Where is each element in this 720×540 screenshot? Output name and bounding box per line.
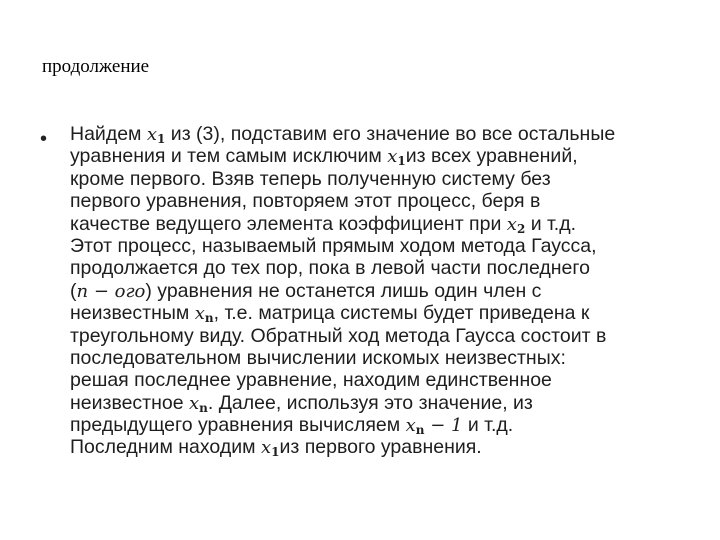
- text-fragment: кроме первого. Взяв теперь полученную систему без: [70, 167, 551, 190]
- math-variable: [387, 146, 406, 167]
- text-line: [70, 190, 690, 212]
- text-fragment: из (3), подставим его значение во все остальные: [165, 123, 616, 145]
- text-fragment: предыдущего уравнения вычисляем: [70, 414, 406, 437]
- text-line: [70, 414, 690, 436]
- math-variable: [507, 214, 526, 235]
- math-variable: [189, 393, 208, 414]
- math-variable: [424, 415, 462, 436]
- math-subscript: 1: [157, 132, 166, 146]
- text-line: [70, 436, 690, 458]
- text-line: [70, 123, 690, 145]
- text-fragment: (: [70, 279, 77, 302]
- text-fragment: первого уравнения, повторяем этот процесс, беря в: [70, 190, 541, 213]
- text-fragment: из первого уравнения.: [279, 436, 482, 459]
- text-fragment: , т.е. матрица системы будет приведена к: [213, 302, 590, 325]
- math-symbol: − 1: [424, 415, 463, 437]
- math-subscript: n: [199, 400, 208, 415]
- text-fragment: Этот процесс, называемый прямым ходом метода Гаусса,: [70, 234, 597, 257]
- text-fragment: последовательном вычислении искомых неизвестных:: [70, 346, 566, 369]
- text-fragment: уравнения и тем самым исключим: [70, 145, 388, 168]
- math-subscript: 1: [271, 445, 280, 460]
- math-subscript: 2: [516, 221, 526, 236]
- text-fragment: . Далее, используя это значение, из: [207, 391, 533, 414]
- text-fragment: качестве ведущего элемента коэффициент при: [70, 212, 507, 235]
- math-symbol: x: [146, 124, 158, 145]
- text-fragment: треугольному виду. Обратный ход метода Гаусса состоит в: [70, 324, 607, 347]
- text-line: [70, 145, 690, 167]
- text-fragment: и т.д.: [462, 414, 514, 437]
- math-variable: [77, 281, 146, 302]
- text-fragment: из всех уравнений,: [405, 145, 578, 168]
- math-variable: [147, 124, 166, 145]
- text-line: [70, 168, 690, 190]
- math-variable: [261, 437, 280, 458]
- math-symbol: x: [387, 146, 398, 168]
- math-subscript: n: [204, 311, 214, 326]
- text-line: [70, 347, 690, 369]
- text-fragment: решая последнее уравнение, находим единственное: [70, 369, 552, 392]
- math-symbol: x: [194, 303, 205, 325]
- math-subscript: 1: [397, 154, 406, 169]
- text-fragment: неизвестным: [70, 302, 195, 325]
- math-symbol: x: [189, 392, 200, 414]
- text-fragment: неизвестное: [70, 391, 189, 414]
- text-line: [70, 302, 690, 324]
- math-symbol: x: [506, 213, 517, 235]
- slide-title: продолжение: [42, 56, 150, 77]
- text-line: [70, 369, 690, 391]
- text-line: [70, 213, 690, 235]
- text-fragment: и т.д.: [525, 212, 577, 235]
- math-symbol: x: [405, 415, 416, 437]
- math-symbol: x: [260, 437, 272, 459]
- bullet-text: [70, 123, 690, 459]
- text-fragment: продолжается до тех пор, пока в левой части последнего: [70, 257, 590, 280]
- text-fragment: ) уравнения не останется лишь один член с: [145, 279, 542, 302]
- bullet-marker: •: [40, 128, 48, 150]
- math-subscript: n: [415, 423, 425, 438]
- text-fragment: Найдем: [70, 123, 147, 145]
- math-variable: [406, 415, 425, 436]
- math-symbol: n − ого: [76, 280, 146, 302]
- text-line: [70, 325, 690, 347]
- text-line: [70, 392, 690, 414]
- math-variable: [195, 303, 214, 324]
- text-line: [70, 257, 690, 279]
- text-line: [70, 235, 690, 257]
- text-fragment: Последним находим: [70, 436, 261, 459]
- text-line: [70, 280, 690, 302]
